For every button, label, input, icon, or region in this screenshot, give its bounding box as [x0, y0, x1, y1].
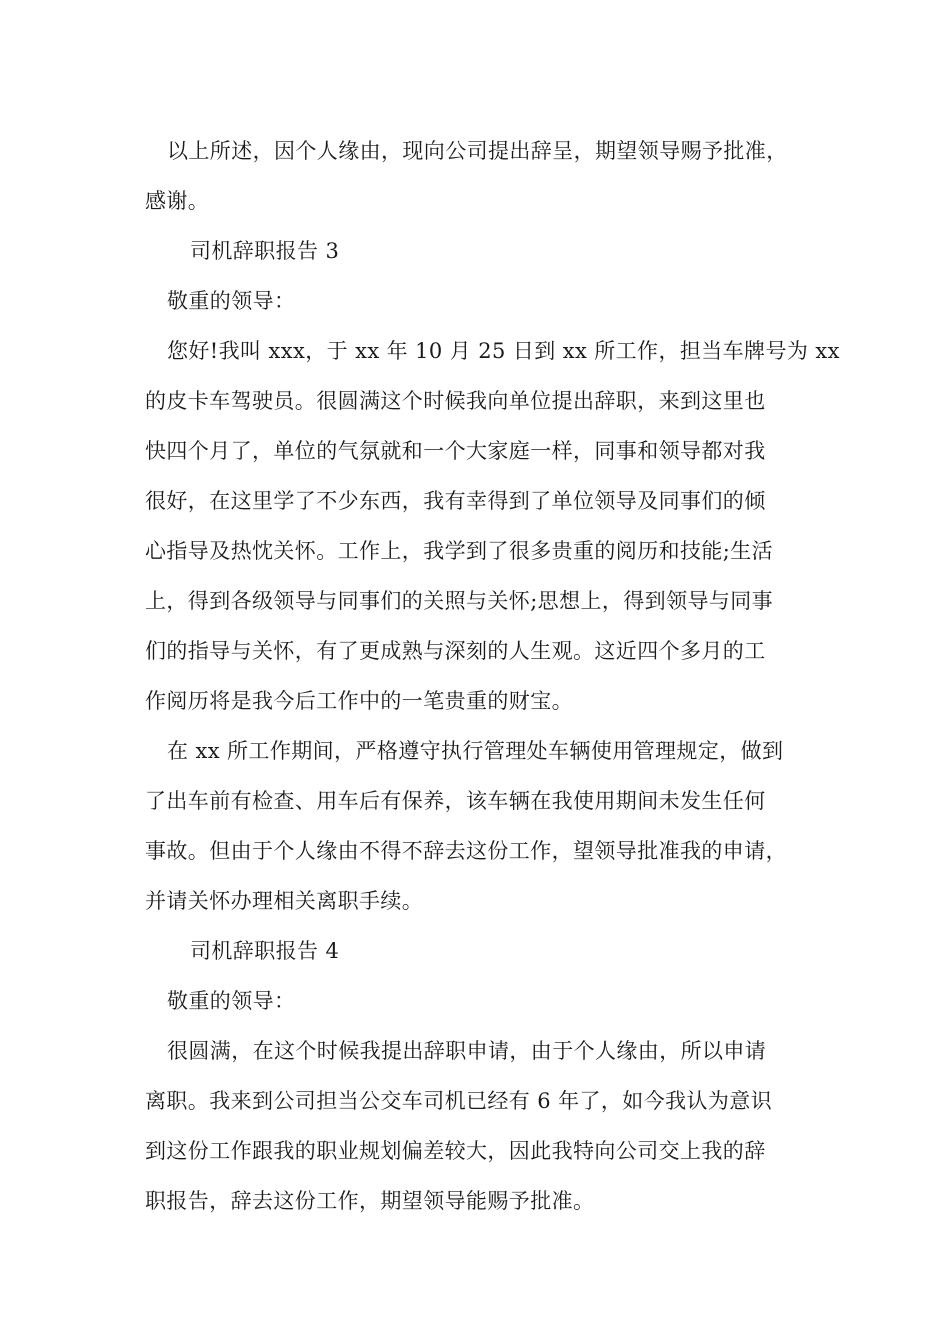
- paragraph-line: 作阅历将是我今后工作中的一笔贵重的财宝。: [145, 689, 573, 713]
- paragraph-line: 的皮卡车驾驶员。很圆满这个时候我向单位提出辞职，来到这里也: [145, 389, 766, 413]
- paragraph-line: 在 xx 所工作期间，严格遵守执行管理处车辆使用管理规定，做到: [167, 739, 784, 763]
- paragraph-line: 事故。但由于个人缘由不得不辞去这份工作，望领导批准我的申请，: [145, 839, 787, 863]
- salutation: 敬重的领导：: [167, 989, 296, 1013]
- paragraph-line: 您好!我叫 xxx，于 xx 年 10 月 25 日到 xx 所工作，担当车牌号为 xx: [167, 339, 840, 363]
- paragraph-line: 们的指导与关怀，有了更成熟与深刻的人生观。这近四个多月的工: [145, 639, 766, 663]
- paragraph-line: 到这份工作跟我的职业规划偏差较大，因此我特向公司交上我的辞: [145, 1139, 766, 1163]
- paragraph-line: 上，得到各级领导与同事们的关照与关怀;思想上，得到领导与同事: [145, 589, 774, 613]
- paragraph-line: 离职。我来到公司担当公交车司机已经有 6 年了，如今我认为意识: [145, 1089, 773, 1113]
- paragraph-line: 心指导及热忱关怀。工作上，我学到了很多贵重的阅历和技能;生活: [145, 539, 774, 563]
- paragraph-line: 感谢。: [145, 189, 210, 213]
- paragraph-line: 职报告，辞去这份工作，期望领导能赐予批准。: [145, 1189, 595, 1213]
- paragraph-line: 很好，在这里学了不少东西，我有幸得到了单位领导及同事们的倾: [145, 489, 766, 513]
- section-heading: 司机辞职报告 3: [190, 239, 340, 263]
- paragraph-line: 了出车前有检查、用车后有保养，该车辆在我使用期间未发生任何: [145, 789, 766, 813]
- salutation: 敬重的领导：: [167, 289, 296, 313]
- section-heading: 司机辞职报告 4: [190, 939, 340, 963]
- paragraph-line: 很圆满，在这个时候我提出辞职申请，由于个人缘由，所以申请: [167, 1039, 767, 1063]
- paragraph-line: 以上所述，因个人缘由，现向公司提出辞呈，期望领导赐予批准，: [167, 139, 788, 163]
- paragraph-line: 并请关怀办理相关离职手续。: [145, 889, 424, 913]
- paragraph-line: 快四个月了，单位的气氛就和一个大家庭一样，同事和领导都对我: [145, 439, 766, 463]
